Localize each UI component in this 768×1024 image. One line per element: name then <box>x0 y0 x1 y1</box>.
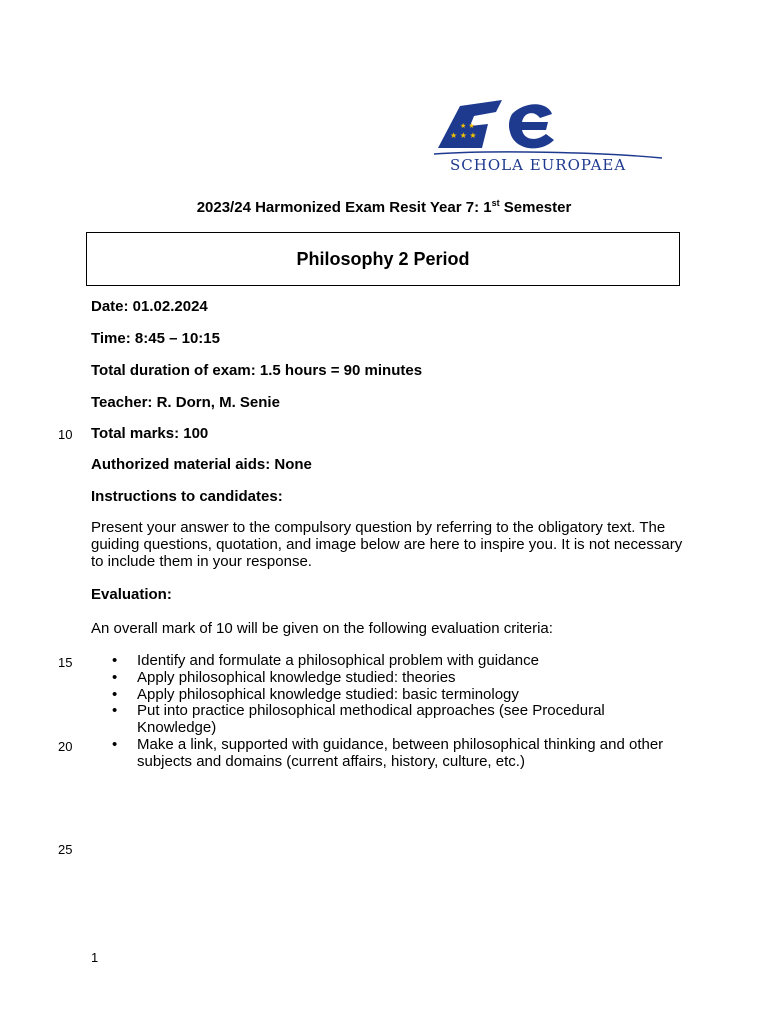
criteria-list <box>110 653 670 771</box>
list-item: • Make a link, supported with guidance, between philosophical thinking and other subjects and domains (current affairs, history, culture, etc.) <box>110 737 670 771</box>
exam-date: Date: 01.02.2024 <box>91 298 208 315</box>
evaluation-heading: Evaluation: <box>91 586 172 603</box>
instructions-heading: Instructions to candidates: <box>91 488 283 505</box>
total-marks: Total marks: 100 <box>91 425 209 442</box>
exam-teacher: Teacher: R. Dorn, M. Senie <box>91 394 280 411</box>
logo-wordmark: SCHOLA EUROPAEA <box>450 156 627 174</box>
line-number: 10 <box>58 427 73 442</box>
line-number: 15 <box>58 655 73 670</box>
exam-title: 2023/24 Harmonized Exam Resit Year 7: 1st Semester <box>196 198 572 216</box>
exam-time: Time: 8:45 – 10:15 <box>91 330 220 347</box>
instructions-text: Present your answer to the compulsory question by referring to the obligatory text. The guiding questions, quotation, and image below are here to inspire you. It is not necessary to include them in your response. <box>91 519 683 570</box>
subject-title: Philosophy 2 Period <box>296 248 470 269</box>
page-number: 1 <box>91 950 99 965</box>
subject-box <box>86 232 680 286</box>
line-number: 20 <box>58 739 73 754</box>
exam-duration: Total duration of exam: 1.5 hours = 90 minutes <box>91 362 423 379</box>
list-item: • Apply philosophical knowledge studied: basic terminology <box>110 687 670 704</box>
svg-text:★ ★: ★ ★ <box>460 122 475 130</box>
evaluation-intro: An overall mark of 10 will be given on the following evaluation criteria: <box>91 620 553 637</box>
authorized-aids: Authorized material aids: None <box>91 456 312 473</box>
list-item: • Put into practice philosophical methodical approaches (see Procedural Knowledge) <box>110 703 670 737</box>
svg-text:★ ★ ★: ★ ★ ★ <box>450 131 477 140</box>
list-item: • Apply philosophical knowledge studied: theories <box>110 670 670 687</box>
line-number: 25 <box>58 842 73 857</box>
list-item: • Identify and formulate a philosophical problem with guidance <box>110 653 670 670</box>
schola-europaea-logo <box>430 92 670 180</box>
